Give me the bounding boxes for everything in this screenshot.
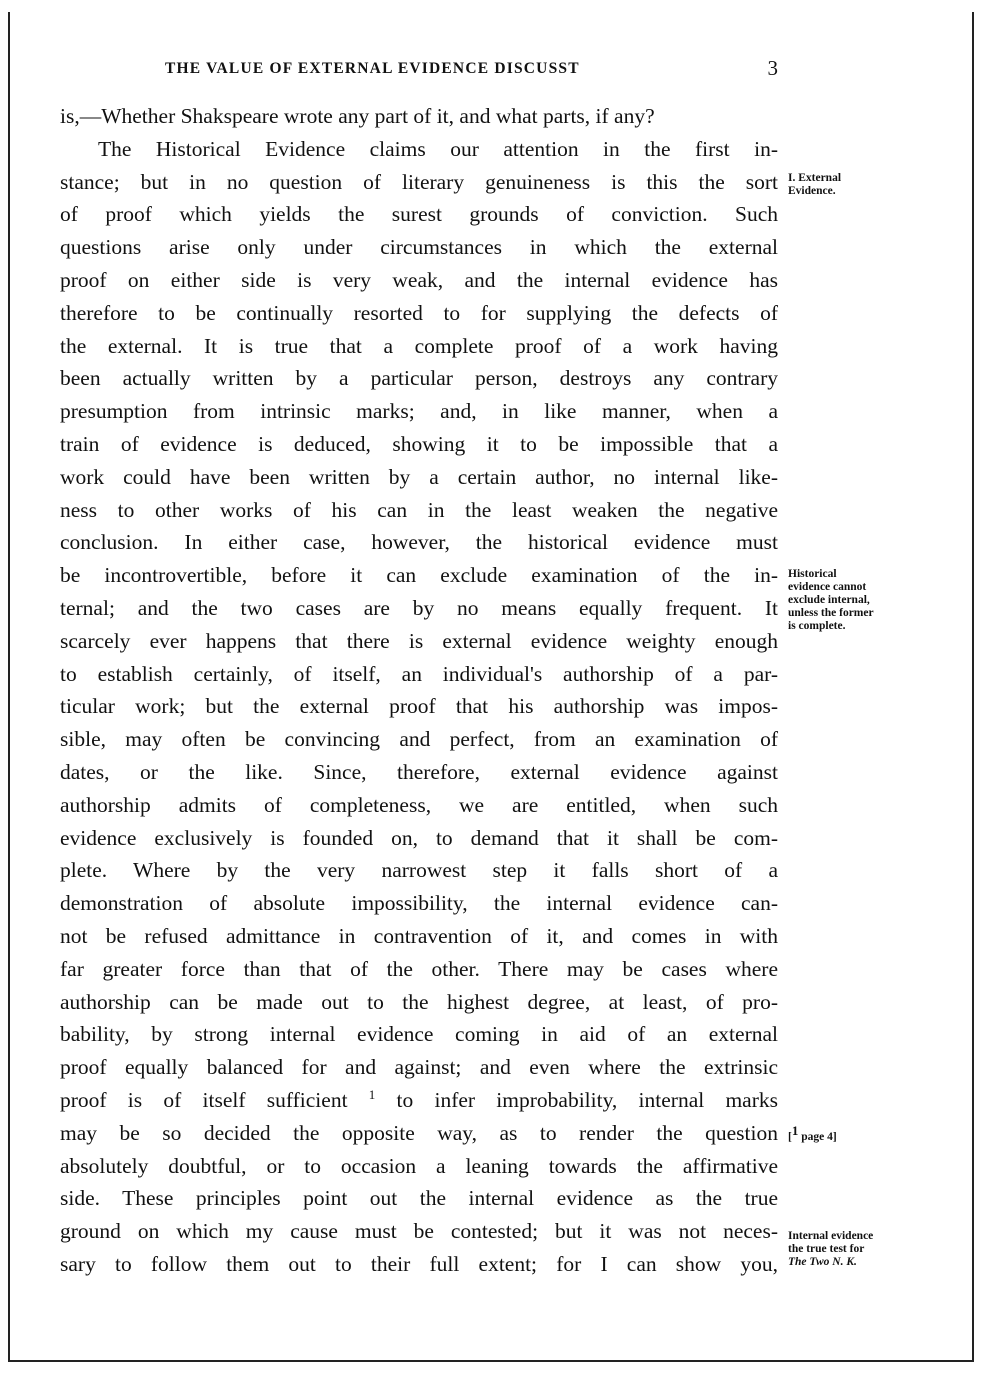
text-line: proof equally balanced for and against; and even where the extrinsic (60, 1055, 778, 1080)
running-head: THE VALUE OF EXTERNAL EVIDENCE DISCUSST (165, 60, 580, 77)
margin-note-line: the true test for (788, 1243, 865, 1255)
margin-note-external-evidence (788, 172, 841, 198)
text-line: the external. It is true that a complete proof of a work having (60, 333, 778, 358)
text-line: may be so decided the opposite way, as to render the question (60, 1120, 778, 1145)
text-line: questions arise only under circumstances in which the external (60, 235, 778, 260)
text-line: been actually written by a particular person, destroys any contrary (60, 366, 778, 391)
text-line: authorship admits of completeness, we are entitled, when such (60, 792, 778, 817)
text-line: ground on which my cause must be contested; but it was not neces- (60, 1219, 778, 1244)
text-line: demonstration of absolute impossibility, the internal evidence can- (60, 891, 778, 916)
text-line: authorship can be made out to the highest degree, at least, of pro- (60, 989, 778, 1014)
text-segment: to infer improbability, internal marks (396, 1087, 778, 1112)
margin-note-line: exclude internal, (788, 594, 870, 606)
text-line: therefore to be continually resorted to for supplying the defects of (60, 300, 778, 325)
margin-note-internal-evidence (788, 1230, 873, 1269)
margin-note-line: unless the former (788, 607, 874, 619)
text-line: far greater force than that of the other. There may be cases where (60, 956, 778, 981)
text-line: ness to other works of his can in the least weaken the negative (60, 497, 778, 522)
text-line: presumption from intrinsic marks; and, in like manner, when a (60, 399, 778, 424)
page-header (60, 52, 778, 84)
text-line: be incontrovertible, before it can exclude examination of the in- (60, 563, 778, 588)
text-line: scarcely ever happens that there is external evidence weighty enough (60, 628, 778, 653)
text-line: bability, by strong internal evidence coming in aid of an external (60, 1022, 778, 1047)
text-line: sible, may often be convincing and perfect, from an examination of (60, 727, 778, 752)
text-line: to establish certainly, of itself, an individual's authorship of a par- (60, 661, 778, 686)
text-line: ticular work; but the external proof that his authorship was impos- (60, 694, 778, 719)
text-line: proof on either side is very weak, and the internal evidence has (60, 267, 778, 292)
text-line: of proof which yields the surest grounds of conviction. Such (60, 202, 778, 227)
margin-note-line: evidence cannot (788, 581, 867, 593)
margin-note-line: Internal evidence (788, 1230, 874, 1242)
margin-note-line: Historical (788, 568, 837, 580)
text-line: plete. Where by the very narrowest step it falls short of a (60, 858, 778, 883)
text-line: absolutely doubtful, or to occasion a leaning towards the affirmative (60, 1153, 778, 1178)
text-line: The Historical Evidence claims our attention in the first in- (98, 136, 778, 161)
text-line: dates, or the like. Since, therefore, external evidence against (60, 759, 778, 784)
margin-note-line: I. External (788, 172, 842, 184)
text-line: evidence exclusively is founded on, to demand that it shall be com- (60, 825, 778, 850)
text-line-with-footnote (60, 1084, 778, 1117)
text-line: sary to follow them out to their full extent; for I can show you, (60, 1251, 778, 1276)
text-line: ternal; and the two cases are by no means equally frequent. It (60, 595, 778, 620)
text-line: train of evidence is deduced, showing it to be impossible that a (60, 431, 778, 456)
margin-note-line: is complete. (788, 620, 846, 632)
margin-note-line: The Two N. K. (788, 1256, 857, 1268)
text-segment: proof is of itself sufficient (60, 1087, 348, 1112)
text-line: side. These principles point out the internal evidence as the true (60, 1186, 778, 1211)
text-line: stance; but in no question of literary genuineness is this the sort (60, 169, 778, 194)
text-line: conclusion. In either case, however, the historical evidence must (60, 530, 778, 555)
footnote-marker: 1 (368, 1086, 376, 1102)
margin-note-line: Evidence. (788, 185, 836, 197)
body-text (60, 100, 778, 1281)
margin-note-page-reference: [1 page 4] (788, 1123, 837, 1143)
page-number: 3 (767, 56, 778, 80)
margin-note-historical-evidence (788, 568, 874, 633)
text-line: is,—Whether Shakspeare wrote any part of it, and what parts, if any? (60, 104, 655, 128)
text-line: work could have been written by a certain author, no internal like- (60, 464, 778, 489)
text-line: not be refused admittance in contravention of it, and comes in with (60, 923, 778, 948)
